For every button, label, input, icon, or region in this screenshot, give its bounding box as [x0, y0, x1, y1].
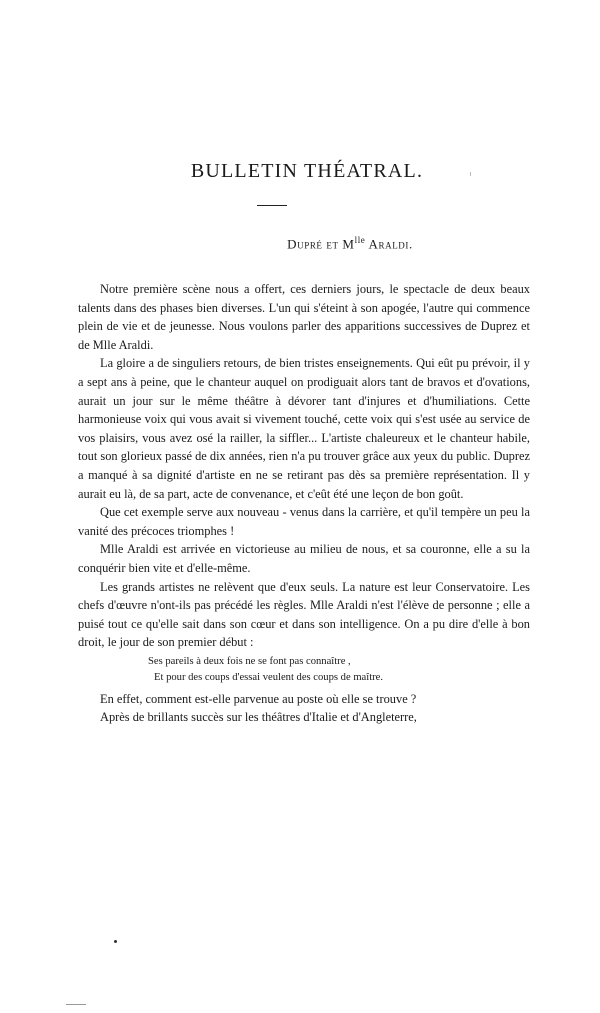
subtitle-superscript: lle	[354, 235, 366, 245]
verse-line-1: Ses pareils à deux fois ne se font pas connaître ,	[148, 655, 351, 667]
paragraph-3: Que cet exemple serve aux nouveau - venus dans la carrière, et qu'il tempère un peu la vanité des précoces triomphes !	[78, 505, 530, 538]
paragraph-7: Après de brillants succès sur les théâtres d'Italie et d'Angleterre,	[100, 710, 417, 725]
page-title: BULLETIN THÉATRAL.	[190, 160, 424, 182]
paragraph-2: La gloire a de singuliers retours, de bien tristes enseignements. Qui eût pu prévoir, il y a sept ans à peine, que le chanteur auquel on prodiguait alors tant de bravos et d'ovations, aurait un jour sur le même théâtre à dévorer tant d'injures et d'humiliations. Cette harmonieuse voix qui vous avait si vivement touché, cette voix qui s'est usée au service de vos plaisirs, vous avez osé la railler, la siffler... L'artiste chaleureux et le chanteur habile, tout son glorieux passé de dix années, rien n'a pu trouver grâce aux yeux du public. Duprez a manqué à sa dignité d'artiste en ne se retirant pas dès sa première représentation. Il y aurait eu là, de sa part, acte de convenance, et c'eût été une leçon de bon goût.	[78, 356, 530, 501]
verse-line-2: Et pour des coups d'essai veulent des coups de maître.	[154, 671, 384, 683]
article-body	[78, 280, 530, 727]
print-speck	[470, 172, 471, 176]
paragraph-6: En effet, comment est-elle parvenue au poste où elle se trouve ?	[100, 691, 417, 706]
paragraph-4: Mlle Araldi est arrivée en victorieuse au milieu de nous, et sa couronne, elle a su la conquérir bien vite et d'elle-même.	[78, 542, 530, 575]
print-mark-dot	[114, 940, 117, 943]
subtitle-text-pre: Dupré et M	[287, 236, 355, 252]
article-subtitle	[0, 235, 600, 252]
paragraph-1: Notre première scène nous a offert, ces derniers jours, le spectacle de deux beaux talents dans des phases bien diverses. L'un qui s'éteint à son apogée, l'autre qui commence plein de vie et de jeunesse. Nous voulons parler des apparitions successives de Duprez et de Mlle Araldi.	[78, 282, 530, 352]
title-divider	[257, 205, 287, 206]
paragraph-5: Les grands artistes ne relèvent que d'eux seuls. La nature est leur Conservatoire. Les chefs d'œuvre n'ont-ils pas précédé les règles. Mlle Araldi n'est l'élève de personne ; elle a puisé tout ce qu'elle sait dans son cœur et dans son intelligence. On a pu dire d'elle à bon droit, le jour de son premier début :	[78, 579, 530, 650]
footer-rule	[66, 1004, 86, 1005]
subtitle-text-post: Araldi.	[365, 236, 413, 252]
verse-quote	[148, 654, 530, 686]
